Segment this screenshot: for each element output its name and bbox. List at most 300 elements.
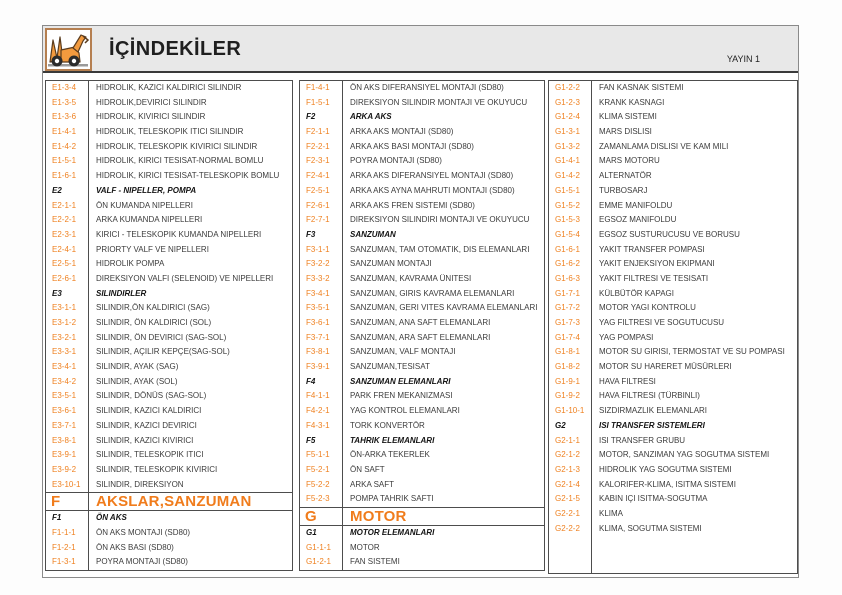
toc-code: G1-8-1 xyxy=(555,347,580,357)
toc-code: F4 xyxy=(306,376,316,386)
toc-entry-row xyxy=(300,478,544,493)
toc-label: DIREKSIYON SILINDIRI MONTAJI VE OKUYUCU xyxy=(350,215,530,225)
toc-label: YAKIT ENJEKSIYON EKIPMANI xyxy=(599,259,715,269)
toc-code: G1-2-3 xyxy=(555,97,580,107)
toc-label: SILINDIR, DIREKSIYON xyxy=(96,479,184,489)
toc-code: E3-3-1 xyxy=(52,347,77,357)
toc-entry-row xyxy=(46,345,292,360)
toc-code: G1-7-1 xyxy=(555,288,580,298)
toc-label: ZAMANLAMA DISLISI VE KAM MILI xyxy=(599,141,729,151)
toc-entry-row xyxy=(300,154,544,169)
toc-entry-row xyxy=(549,154,797,169)
manual-page xyxy=(42,25,799,578)
toc-entry-row xyxy=(300,541,544,556)
toc-entry-row xyxy=(46,110,292,125)
toc-label: MOTOR SU HARERET MÜSÜRLERI xyxy=(599,362,732,372)
toc-section-row xyxy=(300,228,544,243)
major-section-label: AKSLAR,SANZUMAN xyxy=(96,493,252,511)
toc-entry-row xyxy=(549,404,797,419)
toc-code: G2-1-3 xyxy=(555,464,580,474)
toc-label: KLIMA SISTEMI xyxy=(599,112,657,122)
edition-label: YAYIN 1 xyxy=(726,54,760,64)
toc-code: E3-2-1 xyxy=(52,332,77,342)
toc-entry-row xyxy=(46,389,292,404)
toc-code: F4-1-1 xyxy=(306,391,330,401)
toc-label: HAVA FILTRESI (TÜRBINLI) xyxy=(599,391,700,401)
toc-entry-row xyxy=(549,169,797,184)
logo-box xyxy=(45,28,92,71)
toc-label: HIDROLIK, KIRICI TESISAT-TELESKOPIK BOMLU xyxy=(96,171,280,181)
toc-label: POMPA TAHRIK SAFTI xyxy=(350,494,434,504)
toc-label: SANZUMAN, KAVRAMA ÜNITESI xyxy=(350,273,472,283)
toc-entry-row xyxy=(46,316,292,331)
toc-label: MARS MOTORU xyxy=(599,156,660,166)
toc-code: G1-2-4 xyxy=(555,112,580,122)
toc-content xyxy=(45,80,798,574)
page-header xyxy=(43,26,798,73)
toc-box xyxy=(299,525,545,571)
toc-code: G2-1-4 xyxy=(555,479,580,489)
toc-code: G1-5-4 xyxy=(555,229,580,239)
toc-section-row xyxy=(300,434,544,449)
toc-code: F2-2-1 xyxy=(306,141,330,151)
toc-entry-row xyxy=(46,301,292,316)
toc-code: G2-2-1 xyxy=(555,508,580,518)
toc-entry-row xyxy=(549,272,797,287)
toc-entry-row xyxy=(46,526,292,541)
toc-label: ARKA SAFT xyxy=(350,479,395,489)
toc-code: F1-5-1 xyxy=(306,97,330,107)
toc-entry-row xyxy=(549,243,797,258)
toc-label: ÖN AKS xyxy=(96,513,127,523)
toc-code: E2-4-1 xyxy=(52,244,77,254)
toc-code: E3 xyxy=(52,288,62,298)
toc-label: ÖN AKS MONTAJI (SD80) xyxy=(96,527,191,537)
toc-label: ÖN-ARKA TEKERLEK xyxy=(350,450,430,460)
toc-code: F3-7-1 xyxy=(306,332,330,342)
toc-code: F5 xyxy=(306,435,316,445)
toc-label: ARKA AKS DIFERANSIYEL MONTAJI (SD80) xyxy=(350,171,514,181)
toc-label: SILINDIR,ÖN KALDIRICI (SAG) xyxy=(96,303,210,313)
toc-code: F2 xyxy=(306,112,316,122)
toc-label: ARKA AKS AYNA MAHRUTI MONTAJI (SD80) xyxy=(350,185,515,195)
toc-code: G1-7-3 xyxy=(555,318,580,327)
toc-code: E1-3-5 xyxy=(52,97,77,107)
toc-entry-row xyxy=(46,434,292,449)
toc-label: YAG POMPASI xyxy=(599,332,654,342)
toc-entry-row xyxy=(549,522,797,537)
toc-entry-row xyxy=(549,492,797,507)
toc-label: YAG FILTRESI VE SOGUTUCUSU xyxy=(599,318,725,327)
toc-entry-row xyxy=(300,199,544,214)
toc-code: E1-5-1 xyxy=(52,156,77,166)
toc-entry-row xyxy=(300,448,544,463)
toc-column-1 xyxy=(45,80,293,574)
toc-column-3 xyxy=(548,80,798,574)
excavator-icon xyxy=(47,30,90,69)
toc-entry-row xyxy=(300,169,544,184)
toc-code: G1-8-2 xyxy=(555,362,580,372)
toc-entry-row xyxy=(300,316,544,331)
toc-section-row xyxy=(300,110,544,125)
toc-code: G1-2-2 xyxy=(555,83,580,92)
toc-label: ARKA AKS BASI MONTAJI (SD80) xyxy=(350,141,474,151)
toc-entry-row xyxy=(549,140,797,155)
toc-entry-row xyxy=(300,287,544,302)
toc-code: F4-2-1 xyxy=(306,406,330,416)
toc-code: F3-8-1 xyxy=(306,347,330,357)
toc-entry-row xyxy=(549,301,797,316)
toc-label: HIDROLIK,DEVIRICI SILINDIR xyxy=(96,97,207,107)
toc-entry-row xyxy=(549,345,797,360)
toc-label: KABIN IÇI ISITMA-SOGUTMA xyxy=(599,494,708,504)
toc-entry-row xyxy=(300,492,544,507)
toc-entry-row xyxy=(549,199,797,214)
toc-code: G2-2-2 xyxy=(555,523,580,533)
toc-label: HIDROLIK YAG SOGUTMA SISTEMI xyxy=(599,464,732,474)
toc-code: G1-10-1 xyxy=(555,406,585,416)
toc-label: SANZUMAN,TESISAT xyxy=(350,362,430,372)
toc-code: E3-4-2 xyxy=(52,376,77,386)
toc-code: F2-6-1 xyxy=(306,200,330,210)
toc-label: SILINDIR, AYAK (SAG) xyxy=(96,362,179,372)
toc-code: F3-3-2 xyxy=(306,273,330,283)
toc-entry-row xyxy=(549,316,797,331)
toc-code: E1-3-4 xyxy=(52,83,77,92)
toc-label: DIREKSIYON VALFI (SELENOID) VE NIPELLERI xyxy=(96,273,274,283)
toc-code: G2 xyxy=(555,420,566,430)
toc-entry-row xyxy=(549,110,797,125)
toc-code: F2-3-1 xyxy=(306,156,330,166)
toc-label: SANZUMAN, GIRIS KAVRAMA ELEMANLARI xyxy=(350,288,515,298)
toc-label: SILINDIR, TELESKOPIK KIVIRICI xyxy=(96,464,218,474)
major-section-code: F xyxy=(51,493,61,511)
toc-label: MOTOR ELEMANLARI xyxy=(350,527,435,537)
toc-entry-row xyxy=(549,213,797,228)
toc-entry-row xyxy=(46,125,292,140)
toc-code: F3-6-1 xyxy=(306,318,330,327)
toc-code: G2-1-5 xyxy=(555,494,580,504)
toc-label: HIDROLIK, KIVIRICI SILINDIR xyxy=(96,112,206,122)
toc-code: E1-4-2 xyxy=(52,141,77,151)
toc-code: G1-5-2 xyxy=(555,200,580,210)
toc-code: E1-6-1 xyxy=(52,171,77,181)
toc-entry-row xyxy=(549,360,797,375)
toc-entry-row xyxy=(46,169,292,184)
toc-code: E3-1-1 xyxy=(52,303,77,313)
toc-label: KRANK KASNAGI xyxy=(599,97,665,107)
toc-label: MARS DISLISI xyxy=(599,127,652,137)
toc-code: E3-7-1 xyxy=(52,420,77,430)
toc-label: KLIMA, SOGUTMA SISTEMI xyxy=(599,523,702,533)
toc-code: E3-6-1 xyxy=(52,406,77,416)
toc-label: SILINDIR, TELESKOPIK ITICI xyxy=(96,450,204,460)
toc-entry-row xyxy=(549,375,797,390)
toc-code: F2-7-1 xyxy=(306,215,330,225)
toc-box xyxy=(299,80,545,508)
toc-entry-row xyxy=(300,140,544,155)
toc-box xyxy=(45,80,293,493)
toc-label: ÖN KUMANDA NIPELLERI xyxy=(96,200,193,210)
toc-code: G1-6-3 xyxy=(555,273,580,283)
major-section-row-F xyxy=(45,492,293,511)
toc-label: FAN SISTEMI xyxy=(350,557,400,567)
toc-entry-row xyxy=(300,419,544,434)
toc-code: E1-3-6 xyxy=(52,112,77,122)
toc-label: KALORIFER-KLIMA, ISITMA SISTEMI xyxy=(599,479,736,489)
toc-label: ISI TRANSFER SISTEMLERI xyxy=(599,420,705,430)
toc-code: E3-10-1 xyxy=(52,479,81,489)
toc-code: F3-9-1 xyxy=(306,362,330,372)
toc-code: F3 xyxy=(306,229,316,239)
toc-section-row xyxy=(300,526,544,541)
toc-label: SILINDIR, AÇILIR KEPÇE(SAG-SOL) xyxy=(96,347,230,357)
toc-code: G1-4-1 xyxy=(555,156,580,166)
toc-code: E3-5-1 xyxy=(52,391,77,401)
toc-code: G1-1-1 xyxy=(306,542,331,552)
toc-entry-row xyxy=(300,257,544,272)
toc-label: PARK FREN MEKANIZMASI xyxy=(350,391,453,401)
toc-section-row xyxy=(46,511,292,526)
toc-label: SANZUMAN, GERI VITES KAVRAMA ELEMANLARI xyxy=(350,303,538,313)
toc-code: G2-1-2 xyxy=(555,450,580,460)
toc-entry-row xyxy=(46,213,292,228)
toc-label: SILINDIR, DÖNÜS (SAG-SOL) xyxy=(96,391,207,401)
toc-entry-row xyxy=(46,375,292,390)
toc-code: G1-9-2 xyxy=(555,391,580,401)
toc-label: SANZUMAN ELEMANLARI xyxy=(350,376,451,386)
toc-code: G1-4-2 xyxy=(555,171,580,181)
major-section-label: MOTOR xyxy=(350,507,407,525)
toc-entry-row xyxy=(46,541,292,556)
toc-entry-row xyxy=(46,448,292,463)
toc-entry-row xyxy=(549,257,797,272)
toc-entry-row xyxy=(300,243,544,258)
toc-entry-row xyxy=(549,463,797,478)
toc-entry-row xyxy=(549,478,797,493)
toc-label: ARKA AKS FREN SISTEMI (SD80) xyxy=(350,200,475,210)
toc-section-row xyxy=(46,287,292,302)
toc-label: ARKA KUMANDA NIPELLERI xyxy=(96,215,203,225)
toc-entry-row xyxy=(549,434,797,449)
major-section-row-G xyxy=(299,507,545,526)
toc-label: ÖN AKS BASI (SD80) xyxy=(96,542,174,552)
page-title: İÇİNDEKİLER xyxy=(109,38,242,60)
toc-entry-row xyxy=(46,555,292,570)
toc-label: MOTOR YAGI KONTROLU xyxy=(599,303,696,313)
toc-entry-row xyxy=(300,360,544,375)
toc-entry-row xyxy=(46,404,292,419)
toc-code: E2-3-1 xyxy=(52,229,77,239)
toc-entry-row xyxy=(300,96,544,111)
toc-code: F5-1-1 xyxy=(306,450,330,460)
toc-entry-row xyxy=(300,272,544,287)
toc-label: HIDROLIK POMPA xyxy=(96,259,165,269)
toc-label: KÜLBÜTÖR KAPAGI xyxy=(599,288,674,298)
toc-entry-row xyxy=(46,478,292,493)
toc-code: F5-2-2 xyxy=(306,479,330,489)
toc-label: SILINDIR, AYAK (SOL) xyxy=(96,376,178,386)
toc-code: E2-6-1 xyxy=(52,273,77,283)
toc-code: F2-1-1 xyxy=(306,127,330,137)
toc-code: G1-7-4 xyxy=(555,332,580,342)
toc-code: E3-9-1 xyxy=(52,450,77,460)
toc-code: G1-9-1 xyxy=(555,376,580,386)
toc-section-row xyxy=(300,375,544,390)
toc-entry-row xyxy=(300,345,544,360)
toc-label: MOTOR xyxy=(350,542,380,552)
toc-entry-row xyxy=(46,81,292,96)
toc-code: G1-7-2 xyxy=(555,303,580,313)
toc-entry-row xyxy=(46,331,292,346)
toc-label: SANZUMAN xyxy=(350,229,396,239)
toc-entry-row xyxy=(549,287,797,302)
toc-label: SILINDIR, ÖN KALDIRICI (SOL) xyxy=(96,318,212,327)
toc-entry-row xyxy=(46,463,292,478)
major-section-code: G xyxy=(305,507,317,525)
toc-entry-row xyxy=(549,125,797,140)
toc-label: EGSOZ SUSTURUCUSU VE BORUSU xyxy=(599,229,740,239)
toc-label: SILINDIRLER xyxy=(96,288,147,298)
toc-label: SANZUMAN, ANA SAFT ELEMANLARI xyxy=(350,318,491,327)
toc-entry-row xyxy=(300,213,544,228)
toc-section-row xyxy=(549,419,797,434)
toc-label: HIDROLIK, TELESKOPIK ITICI SILINDIR xyxy=(96,127,244,137)
toc-entry-row xyxy=(549,81,797,96)
toc-label: SILINDIR, KAZICI DEVIRICI xyxy=(96,420,197,430)
toc-label: ÖN AKS DIFERANSIYEL MONTAJI (SD80) xyxy=(350,83,504,92)
toc-code: G1-5-3 xyxy=(555,215,580,225)
toc-code: F3-2-2 xyxy=(306,259,330,269)
toc-code: F3-4-1 xyxy=(306,288,330,298)
toc-label: POYRA MONTAJI (SD80) xyxy=(96,557,188,567)
toc-label: SANZUMAN, VALF MONTAJI xyxy=(350,347,456,357)
toc-entry-row xyxy=(46,272,292,287)
toc-entry-row xyxy=(46,360,292,375)
toc-code: F3-1-1 xyxy=(306,244,330,254)
toc-code: F1 xyxy=(52,513,62,523)
toc-label: YAKIT FILTRESI VE TESISATI xyxy=(599,273,709,283)
toc-box xyxy=(548,80,798,574)
toc-label: POYRA MONTAJI (SD80) xyxy=(350,156,442,166)
toc-label: ALTERNATÖR xyxy=(599,171,652,181)
toc-entry-row xyxy=(300,555,544,570)
toc-label: MOTOR SU GIRISI, TERMOSTAT VE SU POMPASI xyxy=(599,347,785,357)
toc-code: F5-2-3 xyxy=(306,494,330,504)
toc-code: G1-6-1 xyxy=(555,244,580,254)
toc-entry-row xyxy=(300,463,544,478)
toc-code: F2-5-1 xyxy=(306,185,330,195)
toc-label: KLIMA xyxy=(599,508,624,518)
toc-entry-row xyxy=(549,331,797,346)
toc-code: E2-1-1 xyxy=(52,200,77,210)
toc-code: F1-3-1 xyxy=(52,557,76,567)
toc-code: E2-5-1 xyxy=(52,259,77,269)
toc-entry-row xyxy=(549,96,797,111)
toc-label: HIDROLIK, KIRICI TESISAT-NORMAL BOMLU xyxy=(96,156,264,166)
toc-entry-row xyxy=(46,257,292,272)
toc-entry-row xyxy=(549,448,797,463)
toc-entry-row xyxy=(300,404,544,419)
toc-code: F5-2-1 xyxy=(306,464,330,474)
toc-entry-row xyxy=(549,507,797,522)
toc-label: KIRICI - TELESKOPIK KUMANDA NIPELLERI xyxy=(96,229,262,239)
toc-entry-row xyxy=(46,199,292,214)
toc-code: F4-3-1 xyxy=(306,420,330,430)
toc-label: SILINDIR, KAZICI KALDIRICI xyxy=(96,406,202,416)
toc-label: SANZUMAN, TAM OTOMATIK, DIS ELEMANLARI xyxy=(350,244,530,254)
toc-code: F2-4-1 xyxy=(306,171,330,181)
toc-code: E1-4-1 xyxy=(52,127,77,137)
toc-column-2 xyxy=(299,80,545,574)
toc-entry-row xyxy=(300,331,544,346)
toc-label: TURBOSARJ xyxy=(599,185,648,195)
toc-entry-row xyxy=(46,243,292,258)
toc-entry-row xyxy=(300,184,544,199)
toc-label: MOTOR, SANZIMAN YAG SOGUTMA SISTEMI xyxy=(599,450,770,460)
toc-entry-row xyxy=(46,96,292,111)
toc-entry-row xyxy=(300,389,544,404)
toc-code: E3-1-2 xyxy=(52,318,77,327)
toc-code: G1-2-1 xyxy=(306,557,331,567)
toc-code: G1-3-1 xyxy=(555,127,580,137)
toc-entry-row xyxy=(300,301,544,316)
toc-label: FAN KASNAK SISTEMI xyxy=(599,83,684,92)
toc-box xyxy=(45,510,293,571)
toc-label: HIDROLIK, KAZICI KALDIRICI SILINDIR xyxy=(96,83,242,92)
toc-code: E2-2-1 xyxy=(52,215,77,225)
toc-entry-row xyxy=(549,389,797,404)
toc-entry-row xyxy=(549,228,797,243)
toc-label: SILINDIR, ÖN DEVIRICI (SAG-SOL) xyxy=(96,332,227,342)
toc-code: G1 xyxy=(306,527,317,537)
toc-entry-row xyxy=(46,154,292,169)
toc-label: HAVA FILTRESI xyxy=(599,376,656,386)
toc-code: F1-2-1 xyxy=(52,542,76,552)
toc-label: PRIORTY VALF VE NIPELLERI xyxy=(96,244,209,254)
toc-label: YAKIT TRANSFER POMPASI xyxy=(599,244,705,254)
toc-label: EGSOZ MANIFOLDU xyxy=(599,215,677,225)
toc-entry-row xyxy=(46,419,292,434)
toc-label: ARKA AKS xyxy=(350,112,392,122)
toc-code: G1-5-1 xyxy=(555,185,580,195)
toc-label: SILINDIR, KAZICI KIVIRICI xyxy=(96,435,194,445)
toc-code: F1-1-1 xyxy=(52,527,76,537)
toc-label: ARKA AKS MONTAJI (SD80) xyxy=(350,127,454,137)
toc-code: F1-4-1 xyxy=(306,83,330,92)
toc-entry-row xyxy=(46,140,292,155)
toc-label: ISI TRANSFER GRUBU xyxy=(599,435,686,445)
toc-code: G1-6-2 xyxy=(555,259,580,269)
toc-label: TORK KONVERTÖR xyxy=(350,420,425,430)
toc-label: VALF - NIPELLER, POMPA xyxy=(96,185,197,195)
toc-code: E3-4-1 xyxy=(52,362,77,372)
toc-label: ÖN SAFT xyxy=(350,464,385,474)
toc-label: DIREKSIYON SILINDIR MONTAJI VE OKUYUCU xyxy=(350,97,528,107)
toc-label: SANZUMAN, ARA SAFT ELEMANLARI xyxy=(350,332,491,342)
toc-label: EMME MANIFOLDU xyxy=(599,200,673,210)
toc-label: HIDROLIK, TELESKOPIK KIVIRICI SILINDIR xyxy=(96,141,258,151)
toc-section-row xyxy=(46,184,292,199)
toc-code: E2 xyxy=(52,185,62,195)
toc-entry-row xyxy=(300,81,544,96)
toc-code: G1-3-2 xyxy=(555,141,580,151)
toc-label: SANZUMAN MONTAJI xyxy=(350,259,432,269)
toc-code: F3-5-1 xyxy=(306,303,330,313)
toc-entry-row xyxy=(46,228,292,243)
toc-entry-row xyxy=(300,125,544,140)
toc-label: YAG KONTROL ELEMANLARI xyxy=(350,406,460,416)
